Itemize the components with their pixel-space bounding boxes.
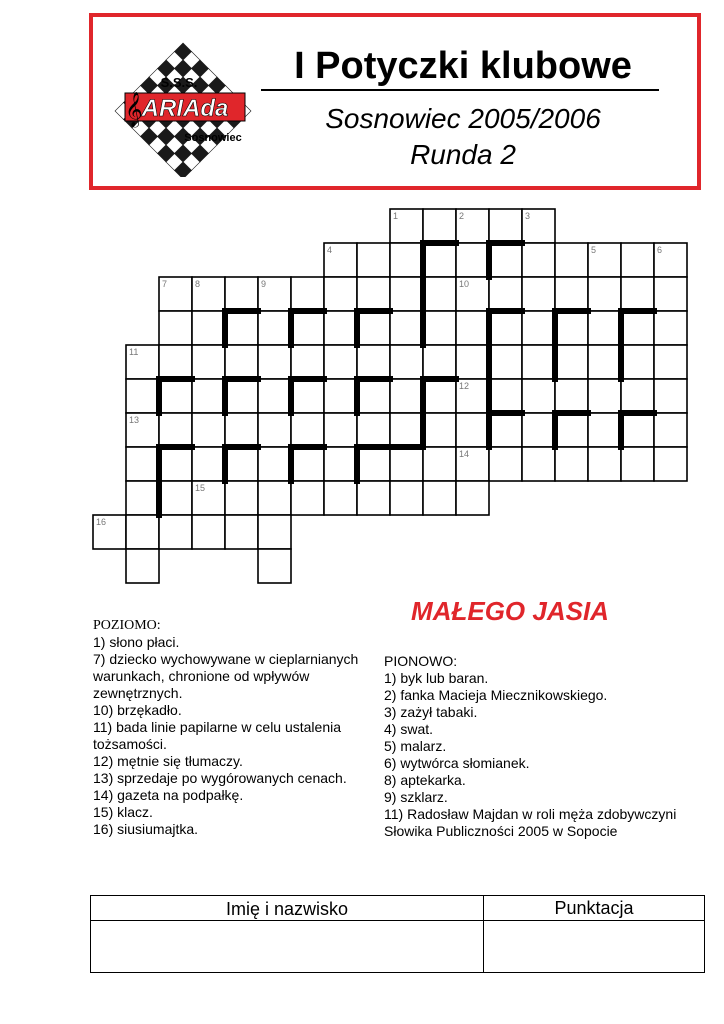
grid-cell[interactable]: [522, 277, 555, 311]
clue-number: 7: [162, 279, 168, 289]
clue-item: 16) siusiumajtka.: [93, 821, 199, 837]
clue-number: 11: [129, 347, 139, 357]
grid-cell[interactable]: [258, 515, 291, 549]
grid-cell[interactable]: [159, 379, 192, 413]
grid-cell[interactable]: [522, 447, 555, 481]
grid-cell[interactable]: [456, 243, 489, 277]
clue-item: 8) aptekarka.: [384, 772, 466, 788]
grid-cell[interactable]: [522, 345, 555, 379]
grid-cell[interactable]: [423, 345, 456, 379]
grid-cell[interactable]: [621, 447, 654, 481]
across-header: POZIOMO:: [93, 618, 161, 633]
grid-cell[interactable]: [159, 345, 192, 379]
grid-cell[interactable]: [588, 447, 621, 481]
grid-cell[interactable]: [390, 311, 423, 345]
grid-cell[interactable]: [423, 277, 456, 311]
grid-cell[interactable]: [258, 549, 291, 583]
down-clues: [384, 653, 704, 840]
grid-cell[interactable]: [489, 379, 522, 413]
grid-cell[interactable]: [522, 243, 555, 277]
clue-item: 5) malarz.: [384, 738, 447, 754]
grid-cell[interactable]: [489, 345, 522, 379]
grid-cell[interactable]: [423, 447, 456, 481]
round-label: Runda 2: [410, 139, 516, 170]
grid-cell[interactable]: [159, 413, 192, 447]
clue-item: 4) swat.: [384, 721, 434, 737]
grid-cell[interactable]: [390, 277, 423, 311]
clue-number: 14: [459, 449, 470, 459]
grid-cell[interactable]: [654, 379, 687, 413]
grid-cell[interactable]: [291, 447, 324, 481]
grid-cell[interactable]: [489, 209, 522, 243]
clue-item: 3) zażył tabaki.: [384, 704, 478, 720]
grid-cell[interactable]: [390, 379, 423, 413]
grid-cell[interactable]: [654, 447, 687, 481]
logo-main-text: ARIAda: [141, 95, 229, 122]
grid-cell[interactable]: [588, 311, 621, 345]
grid-cell[interactable]: [489, 311, 522, 345]
grid-cell[interactable]: [555, 311, 588, 345]
clue-number: 8: [195, 279, 201, 289]
grid-cell[interactable]: [522, 379, 555, 413]
clue-item: 10) brzękadło.: [93, 702, 182, 718]
down-header: PIONOWO:: [384, 653, 458, 669]
grid-cell[interactable]: [258, 447, 291, 481]
page-title: I Potyczki klubowe: [294, 45, 632, 87]
across-clues: [93, 617, 365, 838]
grid-cell[interactable]: [225, 379, 258, 413]
grid-cell[interactable]: [621, 243, 654, 277]
grid-cell[interactable]: [159, 311, 192, 345]
grid-cell[interactable]: [324, 413, 357, 447]
clue-item: 14) gazeta na podpałkę.: [93, 787, 244, 803]
name-label: Imię i nazwisko: [225, 899, 349, 919]
grid-cell[interactable]: [555, 447, 588, 481]
clue-number: 3: [525, 211, 531, 221]
grid-cell[interactable]: [225, 515, 258, 549]
grid-cell[interactable]: [126, 481, 159, 515]
clue-item: 1) słono płaci.: [93, 634, 180, 650]
grid-cell[interactable]: [423, 481, 456, 515]
clue-item: 11) bada linie papilarne w celu ustalenia tożsamości.: [93, 719, 342, 752]
grid-cell[interactable]: [390, 481, 423, 515]
clue-number: 2: [459, 211, 465, 221]
clue-item: 13) sprzedaje po wygórowanych cenach.: [93, 770, 347, 786]
grid-cell[interactable]: [324, 447, 357, 481]
grid-cell[interactable]: [225, 277, 258, 311]
grid-cell[interactable]: [588, 379, 621, 413]
grid-cell[interactable]: [555, 277, 588, 311]
grid-cell[interactable]: [456, 345, 489, 379]
grid-cell[interactable]: [324, 481, 357, 515]
clue-item: 9) szklarz.: [384, 789, 448, 805]
grid-cell[interactable]: [654, 413, 687, 447]
grid-cell[interactable]: [555, 379, 588, 413]
grid-cell[interactable]: [291, 345, 324, 379]
grid-cell[interactable]: [456, 413, 489, 447]
grid-cell[interactable]: [324, 311, 357, 345]
grid-cell[interactable]: [621, 413, 654, 447]
logo-top-text: S.S.S.: [160, 75, 198, 90]
grid-cell[interactable]: [588, 277, 621, 311]
grid-cell[interactable]: [291, 311, 324, 345]
name-score-table: [90, 895, 705, 973]
grid-cell[interactable]: [489, 447, 522, 481]
grid-cell[interactable]: [225, 481, 258, 515]
grid-cell[interactable]: [225, 345, 258, 379]
grid-cell[interactable]: [489, 277, 522, 311]
grid-cell[interactable]: [159, 515, 192, 549]
grid-cell[interactable]: [225, 447, 258, 481]
clue-item: 2) fanka Macieja Miecznikowskiego.: [384, 687, 608, 703]
grid-cell[interactable]: [621, 345, 654, 379]
grid-cell[interactable]: [621, 379, 654, 413]
grid-cell[interactable]: [357, 243, 390, 277]
grid-cell[interactable]: [192, 345, 225, 379]
clue-number: 1: [393, 211, 399, 221]
clue-item: 6) wytwórca słomianek.: [384, 755, 530, 771]
clue-number: 5: [591, 245, 597, 255]
grid-cell[interactable]: [423, 311, 456, 345]
grid-cell[interactable]: [291, 379, 324, 413]
clue-number: 15: [195, 483, 206, 493]
grid-cell[interactable]: [225, 413, 258, 447]
grid-cell[interactable]: [126, 447, 159, 481]
grid-cell[interactable]: [588, 413, 621, 447]
grid-cell[interactable]: [621, 277, 654, 311]
grid-cell[interactable]: [159, 481, 192, 515]
page-subtitle: Sosnowiec 2005/2006: [325, 103, 601, 134]
grid-cell[interactable]: [258, 379, 291, 413]
table-divider: [91, 920, 704, 921]
clue-number: 16: [96, 517, 107, 527]
grid-cell[interactable]: [654, 277, 687, 311]
grid-cell[interactable]: [555, 243, 588, 277]
logo-bottom-text: Sosnowiec: [184, 132, 242, 144]
grid-cell[interactable]: [357, 447, 390, 481]
grid-cell[interactable]: [192, 447, 225, 481]
grid-cell[interactable]: [258, 345, 291, 379]
score-label: Punktacja: [554, 898, 634, 918]
grid-cell[interactable]: [423, 413, 456, 447]
clue-number: 4: [327, 245, 333, 255]
grid-cell[interactable]: [324, 345, 357, 379]
grid-cell[interactable]: [126, 379, 159, 413]
grid-cell[interactable]: [258, 311, 291, 345]
grid-cell[interactable]: [456, 311, 489, 345]
grid-cell[interactable]: [390, 413, 423, 447]
grid-cell[interactable]: [357, 311, 390, 345]
grid-cell[interactable]: [423, 243, 456, 277]
grid-cell[interactable]: [423, 209, 456, 243]
grid-cell[interactable]: [357, 379, 390, 413]
grid-cell[interactable]: [291, 277, 324, 311]
grid-cell[interactable]: [159, 447, 192, 481]
grid-cell[interactable]: [291, 481, 324, 515]
grid-cell[interactable]: [192, 515, 225, 549]
grid-cell[interactable]: [258, 481, 291, 515]
treble-clef-icon: 𝄞: [125, 92, 143, 127]
grid-cell[interactable]: [258, 413, 291, 447]
grid-cell[interactable]: [522, 311, 555, 345]
grid-cell[interactable]: [456, 481, 489, 515]
grid-cell[interactable]: [357, 277, 390, 311]
grid-cell[interactable]: [192, 413, 225, 447]
grid-cell[interactable]: [654, 345, 687, 379]
crossword-theme: MAŁEGO JASIA: [411, 596, 609, 626]
grid-cell[interactable]: [192, 379, 225, 413]
grid-cell[interactable]: [390, 447, 423, 481]
grid-cell[interactable]: [126, 515, 159, 549]
clue-item: 1) byk lub baran.: [384, 670, 489, 686]
grid-cell[interactable]: [324, 277, 357, 311]
grid-cell[interactable]: [357, 345, 390, 379]
clue-item: 7) dziecko wychowywane w cieplarnianych warunkach, chronione od wpływów zewnętrznych.: [93, 651, 359, 701]
grid-cell[interactable]: [357, 413, 390, 447]
grid-cell[interactable]: [423, 379, 456, 413]
grid-cell[interactable]: [357, 481, 390, 515]
grid-cell[interactable]: [324, 379, 357, 413]
clue-item: 11) Radosław Majdan w roli męża zdobywczyni Słowika Publiczności 2005 w Sopocie: [384, 806, 677, 839]
grid-cell[interactable]: [390, 243, 423, 277]
grid-cell[interactable]: [291, 413, 324, 447]
grid-cell[interactable]: [588, 345, 621, 379]
clue-number: 13: [129, 415, 140, 425]
grid-cell[interactable]: [621, 311, 654, 345]
clue-number: 10: [459, 279, 470, 289]
grid-cell[interactable]: [390, 345, 423, 379]
grid-cell[interactable]: [489, 243, 522, 277]
grid-cell[interactable]: [654, 311, 687, 345]
grid-cell[interactable]: [555, 413, 588, 447]
grid-cell[interactable]: [192, 311, 225, 345]
clue-number: 6: [657, 245, 663, 255]
clue-number: 12: [459, 381, 470, 391]
grid-cell[interactable]: [225, 311, 258, 345]
clue-item: 15) klacz.: [93, 804, 153, 820]
clue-item: 12) mętnie się tłumaczy.: [93, 753, 243, 769]
grid-cell[interactable]: [126, 549, 159, 583]
grid-cell[interactable]: [489, 413, 522, 447]
clue-number: 9: [261, 279, 267, 289]
grid-cell[interactable]: [522, 413, 555, 447]
grid-cell[interactable]: [555, 345, 588, 379]
